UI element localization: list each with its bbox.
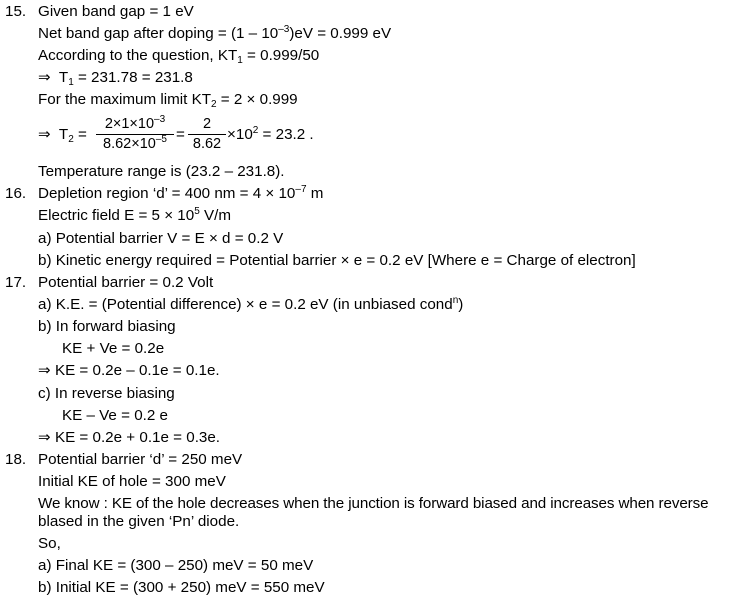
fraction-numerator: 2 (188, 115, 226, 135)
question-number-15: 15. (5, 3, 27, 20)
q18-line-explanation: We know : KE of the hole decreases when the junction is forward biased and increases when reverse (38, 495, 709, 512)
q15-line-kt1: According to the question, $KT_1 = 0.999/50$ (38, 47, 320, 66)
q16-line-electric-field: Electric field $E = 5 \times 10^5$ V/m (38, 206, 231, 224)
q15-line-t1: ⇒ $T_1 = 231.78 = 231.8$ (38, 69, 193, 88)
question-number-17: 17. (5, 274, 27, 291)
q17-part-b-eq2: ⇒ KE = 0.2e – 0.1e = 0.1e. (38, 362, 220, 379)
question-number-16: 16. (5, 185, 27, 202)
q15-line-kt2: For the maximum limit $KT_2 = 2 \times 0.999$ (38, 91, 298, 110)
q17-part-a: a) K.E. = (Potential difference) × e = 0.2 eV (in unbiased cond$^n$) (38, 295, 464, 313)
q17-part-c: c) In reverse biasing (38, 385, 175, 402)
q18-line-so: So, (38, 535, 61, 552)
implies-arrow-icon: ⇒ (38, 69, 51, 86)
q15-line-net-band-gap: Net band gap after doping = $(1 - 10^{-3})eV = 0.999$ eV (38, 24, 392, 42)
q15-fraction-2 (188, 115, 226, 154)
q15-line-temperature-range: Temperature range is (23.2 – 231.8). (38, 163, 285, 180)
q17-part-c-eq1: KE – Ve = 0.2 e (62, 407, 168, 424)
q16-part-b: b) Kinetic energy required = Potential barrier × e = 0.2 eV [Where e = Charge of electron] (38, 252, 636, 269)
q15-eq-equals: = (176, 126, 185, 143)
q15-line-band-gap: Given band gap = 1 eV (38, 3, 194, 20)
q18-part-b: b) Initial KE = (300 + 250) meV = 550 meV (38, 579, 325, 596)
fraction-denominator: $8.62\times 10^{-5}$ (103, 134, 167, 152)
question-number-18: 18. (5, 451, 27, 468)
q16-part-a: a) Potential barrier V = E × d = 0.2 V (38, 230, 284, 247)
q17-part-b-eq1: KE + Ve = 0.2e (62, 340, 165, 357)
q18-line-explanation-cont: blased in the given ‘Pn’ diode. (38, 513, 240, 530)
q15-eq-result: $\times 10^2 = 23.2$ . (227, 125, 314, 143)
q15-fraction-1 (96, 115, 174, 154)
fraction-numerator: $2\times 1\times 10^{-3}$ (96, 115, 174, 135)
q18-line-barrier: Potential barrier ‘d’ = 250 meV (38, 451, 243, 468)
q17-line-barrier: Potential barrier = 0.2 Volt (38, 274, 214, 291)
q18-line-initial-ke: Initial KE of hole = 300 meV (38, 473, 226, 490)
fraction-denominator: 8.62 (192, 136, 222, 152)
q16-line-depletion: Depletion region ‘d’ = 400 nm = $4 \times 10^{-7}$ m (38, 184, 324, 202)
q18-part-a: a) Final KE = (300 – 250) meV = 50 meV (38, 557, 314, 574)
q17-part-b: b) In forward biasing (38, 318, 176, 335)
implies-arrow-icon: ⇒ (38, 126, 51, 143)
q15-eq-lhs: ⇒ $T_2$ = (38, 126, 87, 145)
q17-part-c-eq2: ⇒ KE = 0.2e + 0.1e = 0.3e. (38, 429, 221, 446)
